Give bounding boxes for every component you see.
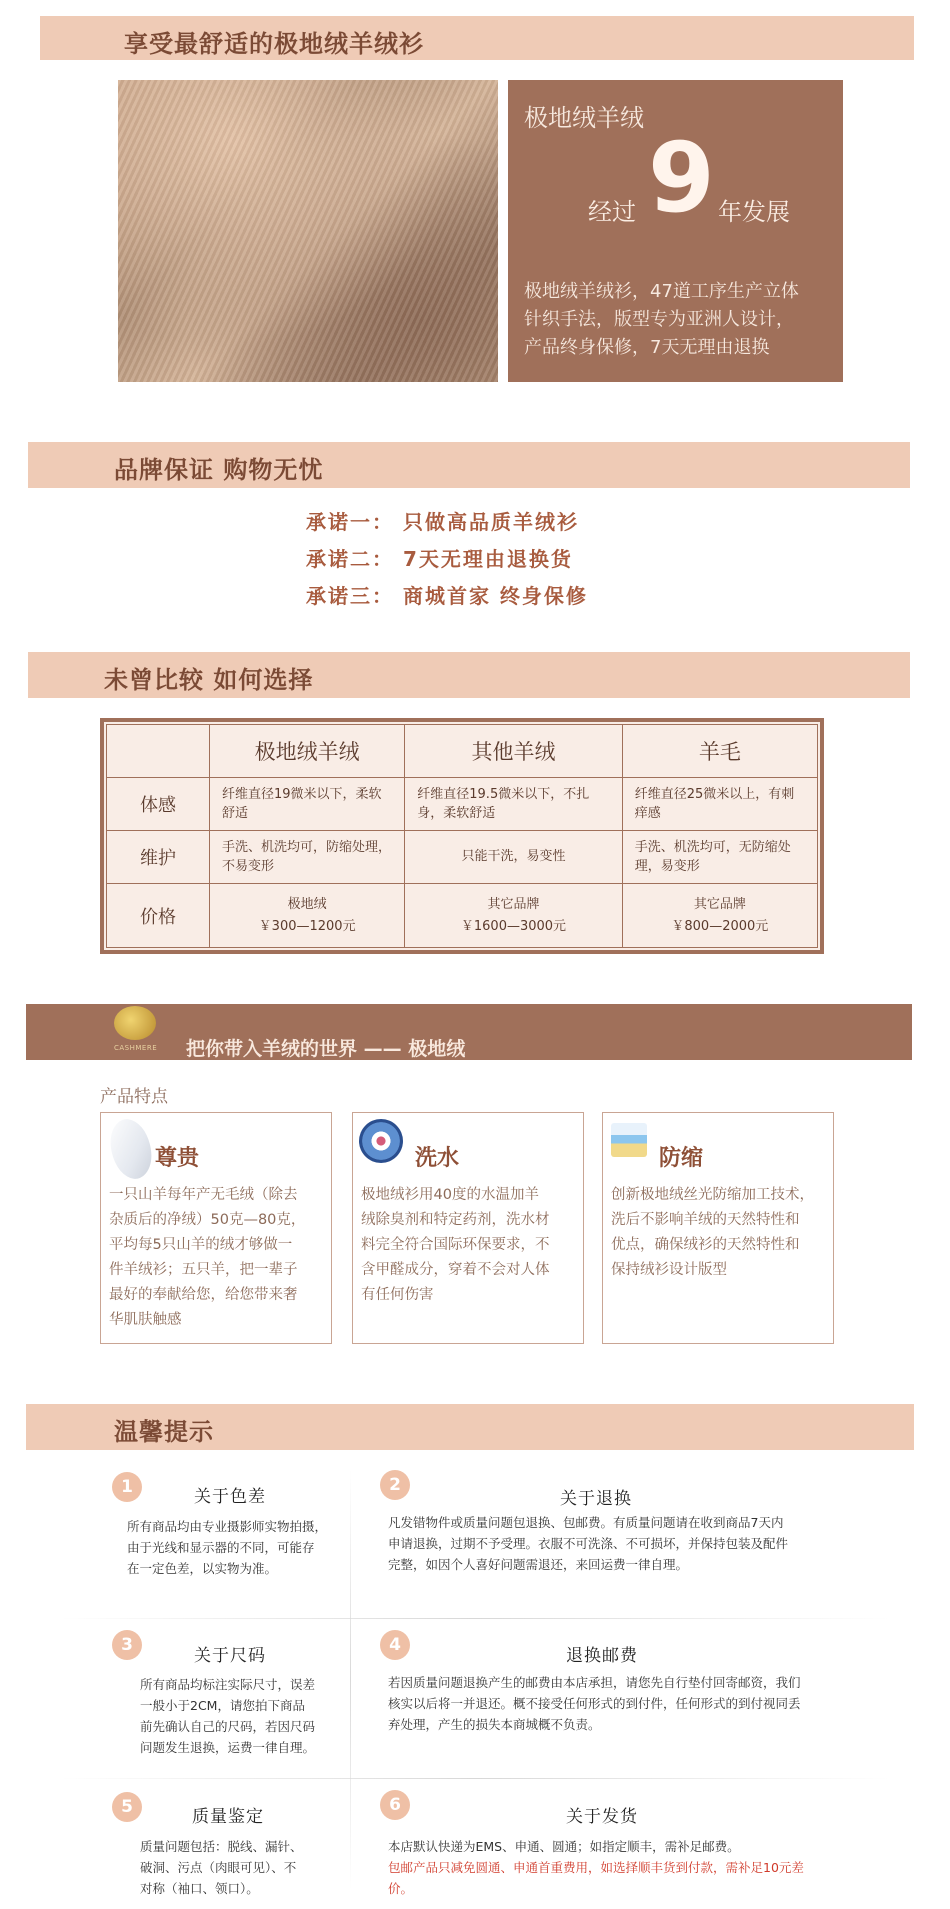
table-cell: 手洗、机洗均可，防缩处理，不易变形 (210, 831, 405, 884)
feature-card-wash (352, 1112, 584, 1344)
table-row (107, 831, 818, 884)
section4-banner-text: 把你带入羊绒的世界 —— 极地绒 (186, 1038, 466, 1060)
feature-line: 料完全符合国际环保要求，不 (361, 1237, 550, 1253)
tip-line: 质量问题包括：脱线、漏针、 (140, 1839, 303, 1854)
feature-line: 优点，确保绒衫的天然特性和 (611, 1237, 800, 1253)
feature-line: 含甲醛成分，穿着不会对人体 (361, 1262, 550, 1278)
table-cell: 纤维直径19.5微米以下，不扎身，柔软舒适 (405, 778, 622, 831)
tip-title: 质量鉴定 (192, 1807, 264, 1827)
table-cell: 手洗、机洗均可，无防缩处理，易变形 (622, 831, 817, 884)
feature-line: 保持绒衫设计版型 (611, 1262, 727, 1278)
section3-title: 未曾比较 如何选择 (104, 666, 314, 694)
desc-line: 极地绒羊绒衫，47道工序生产立体 (524, 281, 799, 302)
promise-2: 承诺二： 7天无理由退换货 (306, 547, 573, 571)
feature-line: 华肌肤触感 (109, 1312, 182, 1328)
feature-title: 洗水 (415, 1146, 460, 1171)
cashmere-fabric-photo (118, 80, 498, 382)
feature-title: 防缩 (659, 1146, 704, 1171)
tip-line: 由于光线和显示器的不同，可能存 (127, 1540, 315, 1555)
feature-line: 创新极地绒丝光防缩加工技术， (611, 1187, 814, 1203)
tip-line: 若因质量问题退换产生的邮费由本店承担，请您先自行垫付回寄邮资，我们 (388, 1675, 801, 1690)
feature-body (109, 1183, 305, 1333)
feature-body (361, 1183, 550, 1308)
section5-banner (26, 1404, 914, 1450)
row-label: 维护 (107, 831, 210, 884)
tip-line-highlight: 价。 (388, 1881, 414, 1896)
price-cell: 其它品牌 ￥1600—3000元 (405, 884, 622, 948)
feature-line: 最好的奉献给您，给您带来奢 (109, 1287, 298, 1303)
tip-line: 本店默认快递为EMS、申通、圆通；如指定顺丰，需补足邮费。 (388, 1839, 740, 1854)
divider (350, 1470, 351, 1890)
header-other-cashmere: 其他羊绒 (405, 725, 622, 778)
price-cell: 极地绒 ￥300—1200元 (210, 884, 405, 948)
logo-text: CASHMERE (114, 1044, 158, 1052)
tip-number-badge: 2 (380, 1470, 410, 1500)
tip-line: 所有商品均由专业摄影师实物拍摄， (127, 1519, 328, 1534)
header-wool: 羊毛 (622, 725, 817, 778)
tip-body (388, 1836, 804, 1899)
tip-body (140, 1836, 303, 1899)
table-cell: 纤维直径25微米以上，有刺痒感 (622, 778, 817, 831)
tip-number-badge: 1 (112, 1472, 142, 1502)
tip-line: 一般小于2CM，请您拍下商品 (140, 1698, 305, 1713)
tip-title: 退换邮费 (566, 1646, 638, 1666)
tip-line: 在一定色差，以实物为准。 (127, 1561, 278, 1576)
feature-line: 极地绒衫用40度的水温加羊 (361, 1187, 539, 1203)
tip-line: 问题发生退换，运费一律自理。 (140, 1740, 316, 1755)
info-box-description (524, 278, 834, 362)
price-cell: 其它品牌 ￥800—2000元 (622, 884, 817, 948)
tip-number-badge: 4 (380, 1630, 410, 1660)
tip-body (388, 1512, 788, 1575)
section2-banner (28, 442, 910, 488)
tip-line: 所有商品均标注实际尺寸，误差 (140, 1677, 316, 1692)
row-label: 价格 (107, 884, 210, 948)
feather-icon (100, 1113, 162, 1184)
shrink-icon (611, 1123, 647, 1157)
table-cell: 纤维直径19微米以下，柔软舒适 (210, 778, 405, 831)
tip-title: 关于尺码 (194, 1646, 266, 1666)
feature-line: 杂质后的净绒）50克—80克， (109, 1212, 306, 1228)
table-row (107, 884, 818, 948)
tip-number-badge: 3 (112, 1630, 142, 1660)
tip-body (140, 1674, 315, 1758)
years-prefix: 经过 (588, 198, 636, 226)
tip-line: 核实以后将一并退还。概不接受任何形式的到付件，任何形式的到付视同丢 (388, 1696, 801, 1711)
divider (60, 1778, 890, 1779)
promise-3: 承诺三： 商城首家 终身保修 (306, 584, 588, 608)
section3-banner (28, 652, 910, 698)
tip-line: 凡发错物件或质量问题包退换、包邮费。有质量问题请在收到商品7天内 (388, 1515, 784, 1530)
tip-line: 申请退换，过期不予受理。衣服不可洗涤、不可损坏，并保持包装及配件 (388, 1536, 789, 1551)
cashmere-logo-icon (114, 1006, 156, 1040)
desc-line: 产品终身保修，7天无理由退换 (524, 337, 770, 358)
feature-line: 件羊绒衫；五只羊，把一辈子 (109, 1262, 298, 1278)
tip-title: 关于色差 (194, 1487, 266, 1507)
feature-card-shrink (602, 1112, 834, 1344)
info-box-title: 极地绒羊绒 (524, 104, 644, 132)
section1-title: 享受最舒适的极地绒羊绒衫 (124, 30, 424, 58)
row-label: 体感 (107, 778, 210, 831)
wash-icon (359, 1119, 403, 1163)
feature-title: 尊贵 (155, 1146, 200, 1171)
info-box (508, 80, 843, 382)
section1-banner (40, 16, 914, 60)
section5-title: 温馨提示 (114, 1418, 214, 1446)
divider (60, 1618, 890, 1619)
tip-body (127, 1516, 327, 1579)
tip-line-highlight: 包邮产品只减免圆通、申通首重费用，如选择顺丰货到付款，需补足10元差 (388, 1860, 804, 1875)
tip-line: 弃处理，产生的损失本商城概不负责。 (388, 1717, 601, 1732)
feature-line: 一只山羊每年产无毛绒（除去 (109, 1187, 298, 1203)
feature-card-noble (100, 1112, 332, 1344)
section4-banner (26, 1004, 912, 1060)
tip-number-badge: 6 (380, 1790, 410, 1820)
desc-line: 针织手法，版型专为亚洲人设计， (524, 309, 794, 330)
feature-line: 有任何伤害 (361, 1287, 434, 1303)
features-label: 产品特点 (100, 1087, 168, 1107)
comparison-table (100, 718, 824, 954)
tip-title: 关于退换 (560, 1489, 632, 1509)
feature-line: 洗后不影响羊绒的天然特性和 (611, 1212, 800, 1228)
feature-line: 平均每5只山羊的绒才够做一 (109, 1237, 293, 1253)
tip-number-badge: 5 (112, 1792, 142, 1822)
tip-line: 前先确认自己的尺码，若因尺码 (140, 1719, 316, 1734)
tip-title: 关于发货 (566, 1807, 638, 1827)
feature-body (611, 1183, 814, 1283)
tip-body (388, 1672, 801, 1735)
tip-line: 对称（袖口、领口）。 (140, 1881, 259, 1896)
table-row (107, 778, 818, 831)
section2-title: 品牌保证 购物无忧 (114, 456, 324, 484)
feature-line: 绒除臭剂和特定药剂，洗水材 (361, 1212, 550, 1228)
tip-line: 完整，如因个人喜好问题需退还，来回运费一律自理。 (388, 1557, 689, 1572)
corner-cell (107, 725, 210, 778)
header-polar-cashmere: 极地绒羊绒 (210, 725, 405, 778)
promise-1: 承诺一： 只做高品质羊绒衫 (306, 510, 579, 534)
table-cell: 只能干洗，易变性 (405, 831, 622, 884)
years-suffix: 年发展 (718, 198, 790, 226)
tip-line: 破洞、污点（肉眼可见）、不 (140, 1860, 297, 1875)
years-number: 9 (648, 122, 715, 234)
